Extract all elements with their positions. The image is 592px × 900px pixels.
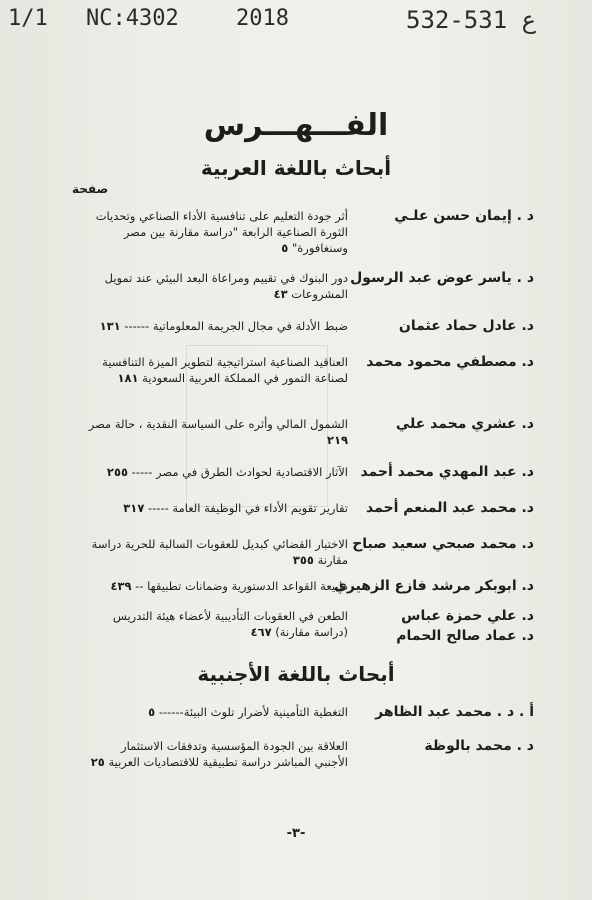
entry-title-text: الطعن في العقوبات التأديبية لأعضاء هيئة التدريس (دراسة مقارنة) — [112, 609, 348, 639]
entry-page: ٤٣٩ — [110, 579, 132, 593]
entry-author: د. ابوبكر مرشد فازع الزهيري — [334, 578, 534, 594]
entry-author: د . محمد بالوظة — [424, 738, 534, 754]
entry-author: د. محمد عبد المنعم أحمد — [366, 500, 534, 516]
entry-title — [88, 354, 348, 386]
handwritten-nc-number: NC:4302 — [86, 6, 179, 31]
entry-title — [88, 416, 348, 448]
entry-page: ٣١٧ — [123, 501, 145, 515]
entry-title-text: الاختبار القضائي كبديل للعقوبات السالبة للحرية دراسة مقارنة — [91, 537, 348, 567]
entry-title — [88, 536, 348, 568]
entry-page: ٥ — [148, 705, 156, 719]
handwritten-page-range: 532-531 ع — [406, 6, 537, 34]
entry-page: ٥ — [281, 241, 289, 255]
entry-title — [88, 464, 348, 480]
entry-page: ١٨١ — [117, 371, 139, 385]
entry-title-text: العناقيد الصناعية استراتيجية لتطوير الميزة التنافسية لصناعة التمور في المملكة العربية السعودية — [102, 355, 348, 385]
entry-title — [88, 738, 348, 770]
entry-title-text: التغطية التأمينية لأضرار تلوث البيئة------ — [158, 705, 348, 719]
entry-author: د. مصطفي محمود محمد — [366, 354, 534, 370]
entry-author: د. عشري محمد علي — [395, 416, 534, 432]
entry-title-text: الآثار الاقتصادية لحوادث الطرق في مصر ----- — [131, 465, 348, 479]
entry-page: ٢٥٥ — [106, 465, 128, 479]
entry-title — [88, 270, 348, 302]
entry-title — [88, 608, 348, 640]
entry-title-text: طبيعة القواعد الدستورية وضمانات تطبيقها -- — [135, 579, 348, 593]
entry-title-text: ضبط الأدلة في مجال الجريمة المعلوماتية ------ — [124, 319, 348, 333]
entry-author: د. عماد صالح الحمام — [396, 628, 534, 644]
entry-page: ٤٦٧ — [250, 625, 272, 639]
handwritten-year: 2018 — [236, 6, 289, 31]
page-column-label: صفحة — [72, 182, 109, 196]
entry-title-text: الشمول المالي وأثره على السياسة النقدية ، حالة مصر — [88, 417, 348, 431]
index-title: الفـــهـــرس — [203, 108, 389, 143]
entry-page: ٤٣ — [273, 287, 288, 301]
entry-author: د. عادل حماد عثمان — [398, 318, 534, 334]
entry-title-text: دور البنوك في تقييم ومراعاة البعد البيئي عند تمويل المشروعات — [104, 271, 348, 301]
handwritten-fraction: 1/1 — [8, 6, 48, 31]
entry-title — [88, 704, 348, 720]
entry-title — [88, 208, 348, 256]
entry-title — [88, 500, 348, 516]
entry-page: ٢١٩ — [326, 433, 348, 447]
entry-author: أ . د . محمد عبد الظاهر — [375, 704, 534, 720]
entry-page: ٢٥ — [90, 755, 105, 769]
section-arabic-title: أبحاث باللغة العربية — [200, 156, 392, 180]
entry-page: ٣٥٥ — [292, 553, 314, 567]
section-foreign-title: أبحاث باللغة الأجنبية — [197, 662, 395, 686]
entry-title-text: تقارير تقويم الأداء في الوظيفة العامة ----- — [148, 501, 348, 515]
entry-title-text: العلاقة بين الجودة المؤسسية وتدفقات الاستثمار الأجنبي المباشر دراسة تطبيقية للاقتصاديات العربية — [108, 739, 348, 769]
entry-author: د . ياسر عوض عبد الرسول — [350, 270, 534, 286]
entry-title-text: أثر جودة التعليم على تنافسية الأداء الصناعي وتحديات الثورة الصناعية الرابعة "دراسة مقارنة بين مصر وسنغافورة" — [95, 209, 348, 255]
entry-title — [88, 578, 348, 594]
entry-page: ١٣١ — [99, 319, 121, 333]
entry-author: د . إيمان حسن علـي — [394, 208, 534, 224]
entry-author: د. علي حمزة عباس — [401, 608, 534, 624]
page-number: -٣- — [286, 826, 306, 841]
entry-author: د. عبد المهدي محمد أحمد — [360, 464, 534, 480]
entry-author: د. محمد صبحي سعيد صباح — [352, 536, 534, 552]
entry-title — [88, 318, 348, 334]
